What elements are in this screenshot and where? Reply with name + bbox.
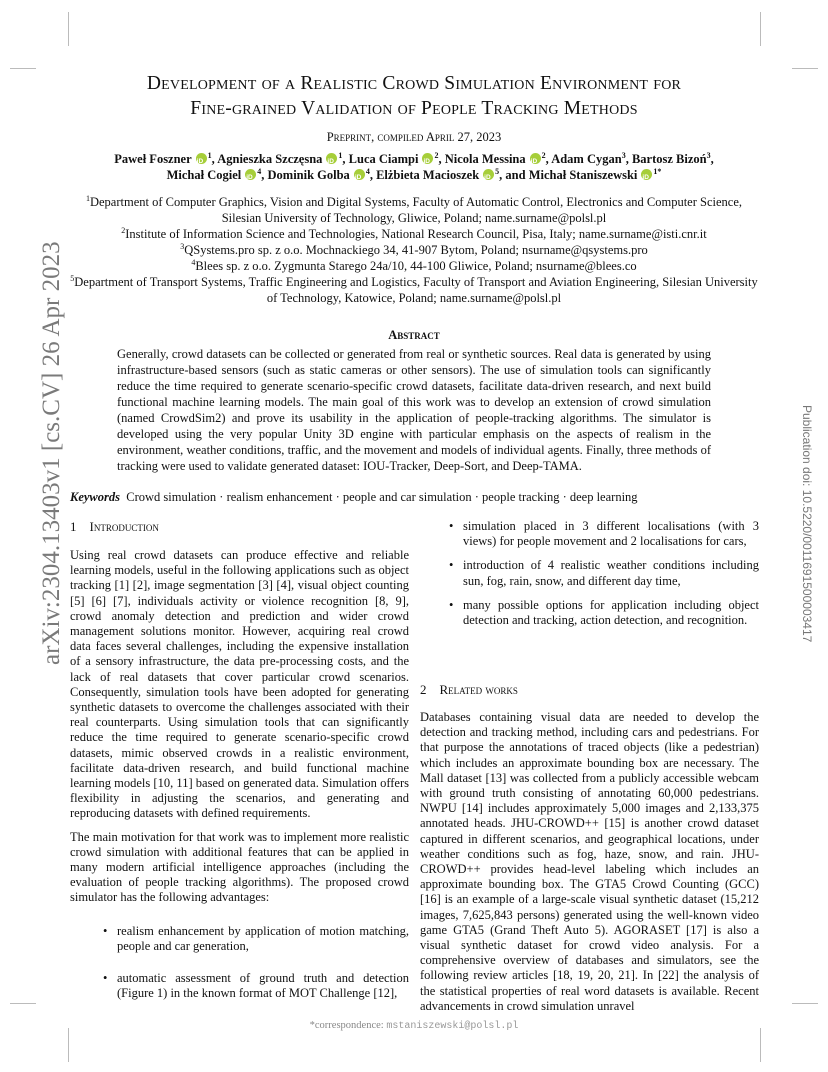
author-affiliation-mark: 2 — [434, 151, 439, 160]
correspondence-footer — [0, 1020, 828, 1032]
correspondence-email[interactable]: mstaniszewski@polsl.pl — [386, 1021, 519, 1032]
author: Paweł FoszneriD $^1$, — [114, 152, 217, 166]
abstract-text: Generally, crowd datasets can be collected or generated from real or synthetic sources. Real data is generated by using infrastructure-based sensors (such as static cameras or other sensors). The use of simulation tools can significantly reduce the time required to generate scenario-specific crowd datasets, facilitate data-driven research, and next build functional machine learning models. The main goal of this work was to develop an extension of crowd simulation (named CrowdSim2) and prove its usability in the application of people-tracking algorithms. The simulator is developed using the very popular Unity 3D engine with particular emphasis on the aspects of realism in the environment, weather conditions, traffic, and the movement and models of individual agents. Finally, three methods of tracking were used to validate generated dataset: IOU-Tracker, Deep-Sort, and Deep-TAMA. — [117, 347, 711, 473]
list-item — [449, 597, 759, 628]
affiliation-mark: 3 — [180, 242, 185, 251]
affiliation — [70, 194, 758, 226]
author — [529, 168, 662, 182]
crop-mark — [10, 1003, 36, 1004]
abstract-heading: Abstract — [388, 328, 440, 342]
list-item — [449, 519, 759, 549]
list-item-text: introduction of 4 realistic weather conditions including sun, fog, rain, snow, and different day time, — [463, 558, 759, 588]
author: Bartosz Bizoń$^3$, — [631, 151, 714, 166]
orcid-icon[interactable] — [354, 169, 365, 180]
author-affiliation-mark: 4 — [257, 167, 262, 176]
author: Elżbieta MacioszekiD $^5$, and — [376, 168, 529, 182]
list-item-text: realism enhancement by application of motion matching, people and car generation, — [117, 923, 409, 953]
section-heading-related-works: 2 Related works — [420, 682, 518, 697]
affiliation-mark: 4 — [191, 258, 196, 267]
affiliation — [70, 226, 758, 242]
intro-paragraph-2: The main motivation for that work was to implement more realistic crowd simulation with additional features that can be applied in many modern artificial intelligence approaches (including the evaluation of people tracking algorithms). The proposed crowd simulator has the following advantages: — [70, 829, 409, 905]
bullet-icon: • — [449, 558, 454, 573]
advantages-list — [103, 923, 409, 1002]
preprint-date: Preprint, compiled April 27, 2023 — [326, 130, 502, 144]
list-item-text: simulation placed in 3 different localisations (with 3 views) for people movement and 2 localisations for cars, — [463, 519, 759, 549]
list-item — [449, 558, 759, 588]
list-item-text: many possible options for application including object detection and tracking, action detection, and recognition. — [463, 597, 759, 628]
orcid-icon[interactable] — [483, 169, 494, 180]
author: Adam Cygan$^3$, — [551, 151, 632, 166]
author: Michał CogieliD $^4$, — [167, 168, 268, 182]
affiliation — [70, 274, 758, 306]
list-item — [103, 971, 409, 1001]
bullet-icon: • — [103, 971, 108, 986]
crop-mark — [68, 12, 69, 46]
left-column — [70, 548, 409, 1001]
affiliation-mark: 5 — [70, 274, 75, 283]
author-name: Paweł Foszner — [114, 152, 192, 166]
bullet-icon: • — [449, 519, 454, 533]
orcid-icon[interactable] — [422, 153, 433, 164]
author-affiliation-mark: 5 — [495, 167, 500, 176]
keywords-list: Crowd simulation · realism enhancement · people and car simulation · people tracking · deep learning — [126, 490, 638, 504]
correspondence-label: *correspondence: — [309, 1020, 384, 1031]
intro-paragraph-1: Using real crowd datasets can produce effective and reliable learning models, useful in the following applications such as object tracking [1] [2], image segmentation [3] [4], visual object counting [5] [6] [7], individuals activity or violence recognition [8, 9], crowd anomaly detection and prediction and wider crowd management solutions monitor. However, acquiring real crowd data faces several challenges, including the expensive installation of a sensory infrastructure, the data pre-processing costs, and the lack of real datasets that cover particular crowd scenarios. Consequently, simulation tools have been adopted for generating synthetic datasets to overcome the challenges associated with their real counterparts. Using simulation tools that can significantly reduce the time required to generate scenario-specific crowd datasets, mimic observed crowds in a realistic environment, facilitate data-driven research, and build functional machine learning models [10, 11] based on generated data. Simulation offers flexibility in adjusting the scenarios, and generating and reproducing datasets with defined requirements. — [70, 548, 409, 821]
crop-mark — [792, 68, 818, 69]
list-item — [103, 923, 409, 954]
right-column-top — [420, 519, 759, 628]
orcid-icon[interactable] — [641, 169, 652, 180]
doi-stamp: Publication doi: 10.5220/0011691500003417 — [800, 405, 814, 643]
keywords-label: Keywords — [70, 490, 120, 504]
affiliation-mark: 1 — [85, 194, 90, 203]
author-affiliation-mark: 4 — [365, 167, 370, 176]
author-name: Luca Ciampi — [348, 152, 419, 166]
author-affiliation-mark: 1 — [338, 151, 343, 160]
orcid-icon[interactable] — [326, 153, 337, 164]
affiliation — [70, 258, 758, 274]
affiliation — [70, 242, 758, 258]
author-name: Bartosz Bizoń — [631, 152, 707, 166]
author-affiliation-mark: 3 — [621, 151, 626, 160]
advantages-list-continued — [449, 519, 759, 628]
orcid-icon[interactable] — [196, 153, 207, 164]
affiliation-text: QSystems.pro sp. z o.o. Mochnackiego 34, 41-907 Bytom, Poland; nsurname@qsystems.pro — [184, 243, 648, 257]
bullet-icon: • — [449, 597, 454, 612]
author: Agnieszka SzczęsnaiD $^1$, — [217, 152, 348, 166]
affiliation-text: Department of Computer Graphics, Vision and Digital Systems, Faculty of Automatic Control, Electronics and Computer Science, Silesian University of Technology, Gliwice, Poland; name.surname@polsl.pl — [89, 195, 743, 225]
author: Dominik GolbaiD $^4$, — [268, 168, 377, 182]
affiliation-text: Institute of Information Science and Technologies, National Research Council, Pisa, Italy; name.surname@isti.cnr.it — [125, 227, 707, 241]
crop-mark — [68, 1028, 69, 1062]
related-works-text — [420, 710, 759, 1014]
affiliation-mark: 2 — [121, 226, 126, 235]
author-name: Adam Cygan — [551, 152, 622, 166]
author-name: Michał Cogiel — [166, 168, 242, 182]
author-affiliation-mark: 1 — [207, 151, 212, 160]
affiliations — [70, 194, 758, 306]
arxiv-stamp: arXiv:2304.13403v1 [cs.CV] 26 Apr 2023 — [38, 241, 65, 665]
related-paragraph-1: Databases containing visual data are needed to develop the detection and tracking method, including cars and pedestrians. For that purpose the annotations of traced objects (like a pedestrian) which includes an approximate bounding box are necessary. The Mall dataset [13] was collected from a publicly accessible webcam with ground truth consisting of annotating 60,000 pedestrians. NWPU [14] includes approximately 5,000 images and 2,133,375 annotated heads. JHU-CROWD++ [15] is another crowd dataset captured in different scenarios, and geographical locations, under weather conditions such as fog, haze, snow, and rain. JHU-CROWD++ provides head-level labeling which includes an approximate bounding box. The GTA5 Crowd Counting (GCC) [16] is an example of a large-scale visual synthetic dataset (15,212 images, 7,625,843 persons) generated using the well-known video game GTA5 (Grand Theft Auto 5). AGORASET [17] is also a visual synthetic dataset for crowd video analysis. For a comprehensive overview of databases and simulators, see the following review articles [18, 19, 20, 21]. In [22] the analysis of the statistical properties of real word datasets is available. Recent advancements in crowd simulation unravel — [420, 710, 759, 1013]
orcid-icon[interactable] — [245, 169, 256, 180]
author-name: Nicola Messina — [444, 152, 526, 166]
section-heading-introduction: 1 Introduction — [70, 519, 159, 534]
author-affiliation-mark: 1* — [653, 167, 662, 176]
affiliation-text: Blees sp. z o.o. Zygmunta Starego 24a/10, 44-100 Gliwice, Poland; nsurname@blees.co — [195, 259, 637, 273]
author: Nicola MessinaiD $^2$, — [445, 152, 551, 166]
author-name: Elżbieta Macioszek — [376, 168, 480, 182]
crop-mark — [760, 12, 761, 46]
author-affiliation-mark: 3 — [706, 151, 711, 160]
author-affiliation-mark: 2 — [541, 151, 546, 160]
crop-mark — [792, 1003, 818, 1004]
crop-mark — [10, 68, 36, 69]
author: Luca CiampiiD $^2$, — [349, 152, 445, 166]
orcid-icon[interactable] — [530, 153, 541, 164]
author-name: Agnieszka Szczęsna — [217, 152, 323, 166]
paper-title: Development of a Realistic Crowd Simulation Environment for Fine-grained Validation of People Tracking Methods — [146, 73, 682, 119]
author-name: Michał Staniszewski — [528, 168, 638, 182]
bullet-icon: • — [103, 923, 108, 938]
author-name: Dominik Golba — [267, 168, 350, 182]
crop-mark — [760, 1028, 761, 1062]
author-list — [72, 151, 756, 183]
keywords — [70, 489, 758, 505]
affiliation-text: Department of Transport Systems, Traffic Engineering and Logistics, Faculty of Transport and Aviation Engineering, Silesian University of Technology, Katowice, Poland; name.surname@polsl.pl — [74, 275, 758, 305]
list-item-text: automatic assessment of ground truth and detection (Figure 1) in the known format of MOT Challenge [12], — [117, 971, 409, 1001]
